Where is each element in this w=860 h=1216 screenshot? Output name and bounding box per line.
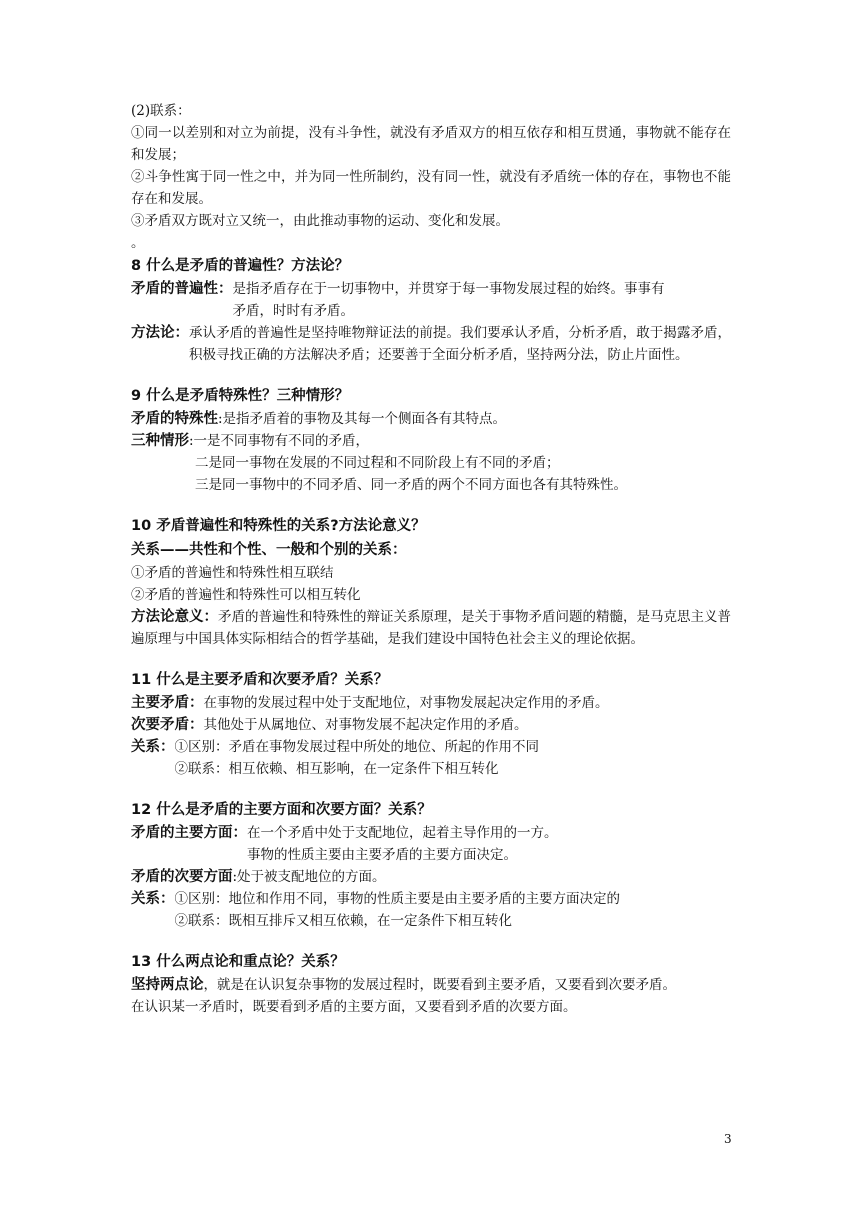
section-heading: 12 什么是矛盾的主要方面和次要方面？关系？ — [131, 802, 432, 818]
section-heading: 10 矛盾普遍性和特殊性的关系?方法论意义？ — [131, 518, 426, 534]
term-definition — [131, 714, 731, 736]
term-label: 主要矛盾： — [131, 695, 204, 711]
term-text: ①区别：地位和作用不同，事物的性质主要是由主要矛盾的主要方面决定的 — [174, 891, 620, 907]
section-heading: 9 什么是矛盾特殊性？三种情形？ — [131, 388, 350, 404]
section-subheading: 关系——共性和个性、一般和个别的关系： — [131, 542, 407, 558]
term-text: 三是同一事物中的不同矛盾、同一矛盾的两个不同方面也各有其特殊性。 — [195, 477, 627, 493]
term-label: 方法论意义： — [131, 609, 218, 625]
term-text: ②联系：既相互排斥又相互依赖，在一定条件下相互转化 — [174, 913, 512, 929]
page-number: 3 — [724, 1132, 732, 1146]
term-text: 在一个矛盾中处于支配地位，起着主导作用的一方。 — [247, 825, 558, 841]
term-text: ①区别：矛盾在事物发展过程中所处的地位、所起的作用不同 — [174, 739, 539, 755]
term-label: 次要矛盾： — [131, 717, 204, 733]
term-definition — [131, 322, 731, 366]
term-text: 事物的性质主要由主要矛盾的主要方面决定。 — [247, 847, 517, 863]
term-label: 矛盾的特殊性 — [131, 411, 218, 427]
term-definition — [131, 692, 731, 714]
term-label: 坚持两点论 — [131, 977, 204, 993]
paragraph: ①同一以差别和对立为前提，没有斗争性，就没有矛盾双方的相互依存和相互贯通，事物就不能存在和发展； — [131, 125, 731, 163]
term-definition — [131, 278, 731, 322]
paragraph: ②矛盾的普遍性和特殊性可以相互转化 — [131, 587, 361, 603]
term-definition — [131, 888, 731, 932]
term-label: 关系： — [131, 739, 175, 755]
section-12 — [131, 798, 731, 932]
paragraph: 。 — [131, 235, 145, 251]
term-text: 承认矛盾的普遍性是坚持唯物辩证法的前提。我们要承认矛盾，分析矛盾，敢于揭露矛盾，积极寻找正确的方法解决矛盾；还要善于全面分析矛盾，坚持两分法，防止片面性。 — [189, 325, 731, 363]
term-definition — [131, 822, 731, 866]
term-text: 是指矛盾存在于一切事物中，并贯穿于每一事物发展过程的始终。事事有 — [232, 281, 665, 297]
section-heading: 8 什么是矛盾的普遍性？方法论？ — [131, 258, 350, 274]
term-label: 方法论： — [131, 325, 189, 341]
term-label: 矛盾的次要方面 — [131, 869, 233, 885]
document-page — [131, 100, 731, 1018]
term-definition — [131, 408, 731, 430]
paragraph — [131, 606, 731, 650]
term-definition — [131, 866, 731, 888]
section-11 — [131, 668, 731, 780]
term-text: 其他处于从属地位、对事物发展不起决定作用的矛盾。 — [203, 717, 528, 733]
term-label: 关系： — [131, 891, 175, 907]
section-8 — [131, 254, 731, 366]
section-13 — [131, 950, 731, 1018]
section-heading: 13 什么两点论和重点论？关系？ — [131, 954, 345, 970]
term-text: :一是不同事物有不同的矛盾， — [189, 433, 370, 449]
term-text: 在事物的发展过程中处于支配地位，对事物发展起决定作用的矛盾。 — [203, 695, 609, 711]
term-text: ，就是在认识复杂事物的发展过程时，既要看到主要矛盾，又要看到次要矛盾。 — [203, 977, 676, 993]
term-definition — [131, 430, 731, 496]
term-text: :是指矛盾着的事物及其每一个侧面各有其特点。 — [218, 411, 507, 427]
term-label: 矛盾的普遍性： — [131, 281, 233, 297]
term-text: ②联系：相互依赖、相互影响，在一定条件下相互转化 — [174, 761, 499, 777]
paragraph — [131, 974, 731, 996]
term-text: 二是同一事物在发展的不同过程和不同阶段上有不同的矛盾； — [195, 455, 560, 471]
section-heading: 11 什么是主要矛盾和次要矛盾？关系？ — [131, 672, 389, 688]
term-text: 矛盾的普遍性和特殊性的辩证关系原理，是关于事物矛盾问题的精髓，是马克思主义普遍原理与中国具体实际相结合的哲学基础，是我们建设中国特色社会主义的理论依据。 — [131, 609, 731, 647]
paragraph: ③矛盾双方既对立又统一，由此推动事物的运动、变化和发展。 — [131, 213, 509, 229]
section-10 — [131, 514, 731, 650]
section-7-continuation — [131, 100, 731, 254]
paragraph: (2)联系： — [131, 103, 191, 119]
term-label: 三种情形 — [131, 433, 189, 449]
section-9 — [131, 384, 731, 496]
paragraph: ①矛盾的普遍性和特殊性相互联结 — [131, 565, 334, 581]
paragraph: ②斗争性寓于同一性之中，并为同一性所制约，没有同一性，就没有矛盾统一体的存在，事物也不能存在和发展。 — [131, 169, 731, 207]
term-definition — [131, 736, 731, 780]
term-text: 矛盾，时时有矛盾。 — [232, 303, 354, 319]
term-label: 矛盾的主要方面： — [131, 825, 247, 841]
paragraph: 在认识某一矛盾时，既要看到矛盾的主要方面，又要看到矛盾的次要方面。 — [131, 999, 577, 1015]
term-text: :处于被支配地位的方面。 — [232, 869, 386, 885]
